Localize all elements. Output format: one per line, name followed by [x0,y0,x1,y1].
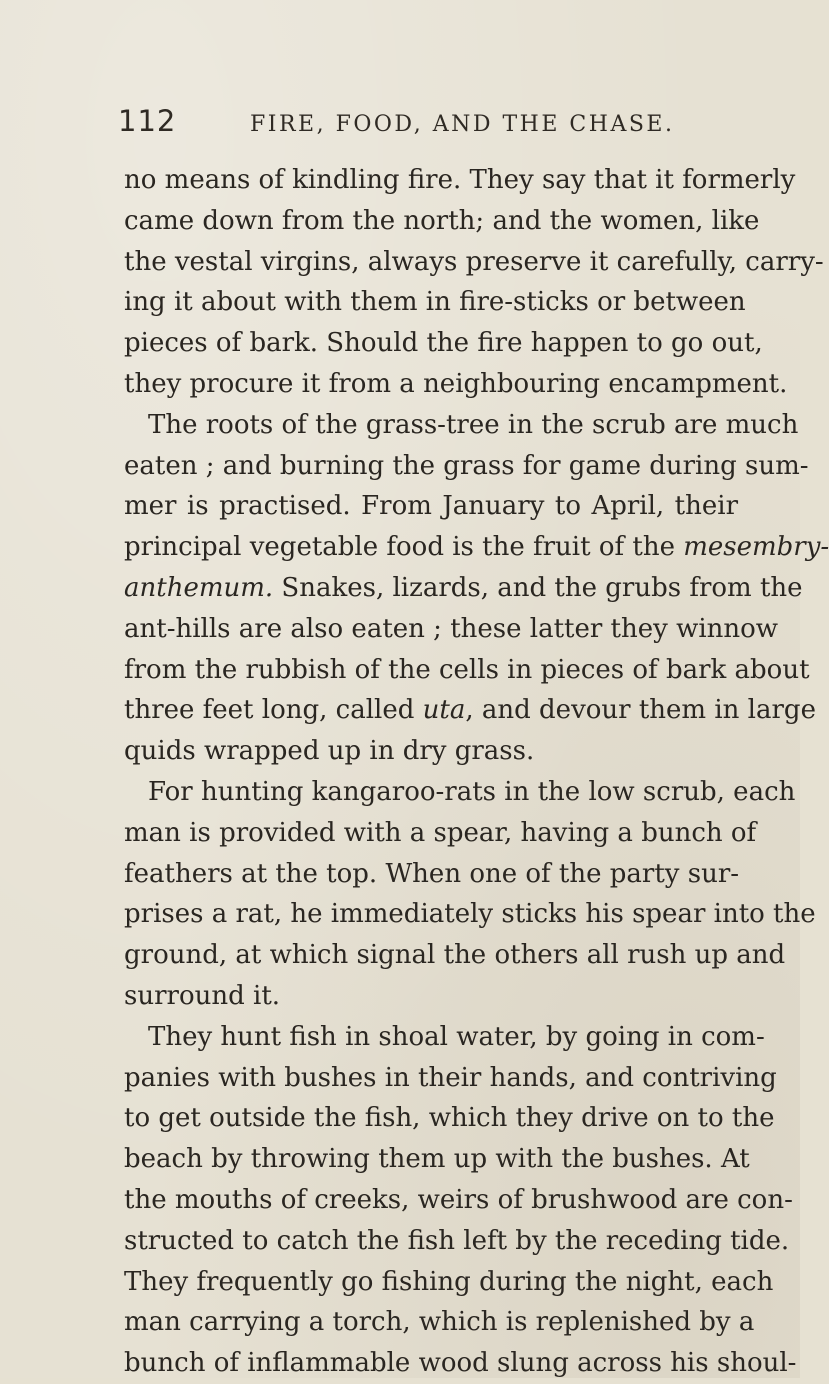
text-line: beach by throwing them up with the bushes. At [124,1144,750,1175]
text-line: they procure it from a neighbouring encampment. [124,368,788,399]
body-text [124,160,829,1384]
text-line: bunch of inflammable wood slung across his shoul- [124,1348,797,1379]
text-line: the vestal virgins, always preserve it carefully, carry- [124,246,824,277]
text-line: panies with bushes in their hands, and contriving [124,1062,777,1093]
text-line: man carrying a torch, which is replenished by a [124,1307,755,1338]
text-line: prises a rat, he immediately sticks his spear into the [124,899,816,930]
text-line: mer is practised. From January to April, their [124,491,738,522]
text-line: quids wrapped up in dry grass. [124,736,535,767]
text-line: surround it. [124,980,281,1011]
text-line: no means of kindling fire. They say that it formerly [124,165,796,195]
text-line: feathers at the top. When one of the party sur- [124,858,740,889]
text-line: man is provided with a spear, having a bunch of [124,817,757,848]
text-line: ground, at which signal the others all rush up and [124,940,786,971]
page-header [118,100,738,150]
page-number: 112 [118,104,177,138]
text-line: They hunt fish in shoal water, by going in com- [148,1021,765,1052]
text-line: ant-hills are also eaten ; these latter they winnow [124,613,779,644]
text-line: The roots of the grass-tree in the scrub are much [148,409,799,440]
text-line: the mouths of creeks, weirs of brushwood are con- [124,1184,793,1215]
text-line: For hunting kangaroo-rats in the low scrub, each [148,776,796,807]
text-line: pieces of bark. Should the fire happen to go out, [124,328,763,359]
text-line: structed to catch the fish left by the receding tide. [124,1225,790,1256]
text-line: three feet long, called uta, and devour them in large [124,695,816,726]
text-line: to get outside the fish, which they drive on to the [124,1103,775,1134]
running-title: FIRE, FOOD, AND THE CHASE. [250,112,675,137]
text-line: ing it about with them in fire-sticks or between [124,287,746,318]
text-line: eaten ; and burning the grass for game during sum- [124,450,809,481]
text-line: came down from the north; and the women, like [124,205,760,236]
text-line: principal vegetable food is the fruit of the mesembry- [124,532,829,563]
text-line: from the rubbish of the cells in pieces of bark about [124,654,810,685]
text-line: anthemum. Snakes, lizards, and the grubs from the [124,572,803,603]
text-line: They frequently go fishing during the night, each [124,1266,774,1297]
